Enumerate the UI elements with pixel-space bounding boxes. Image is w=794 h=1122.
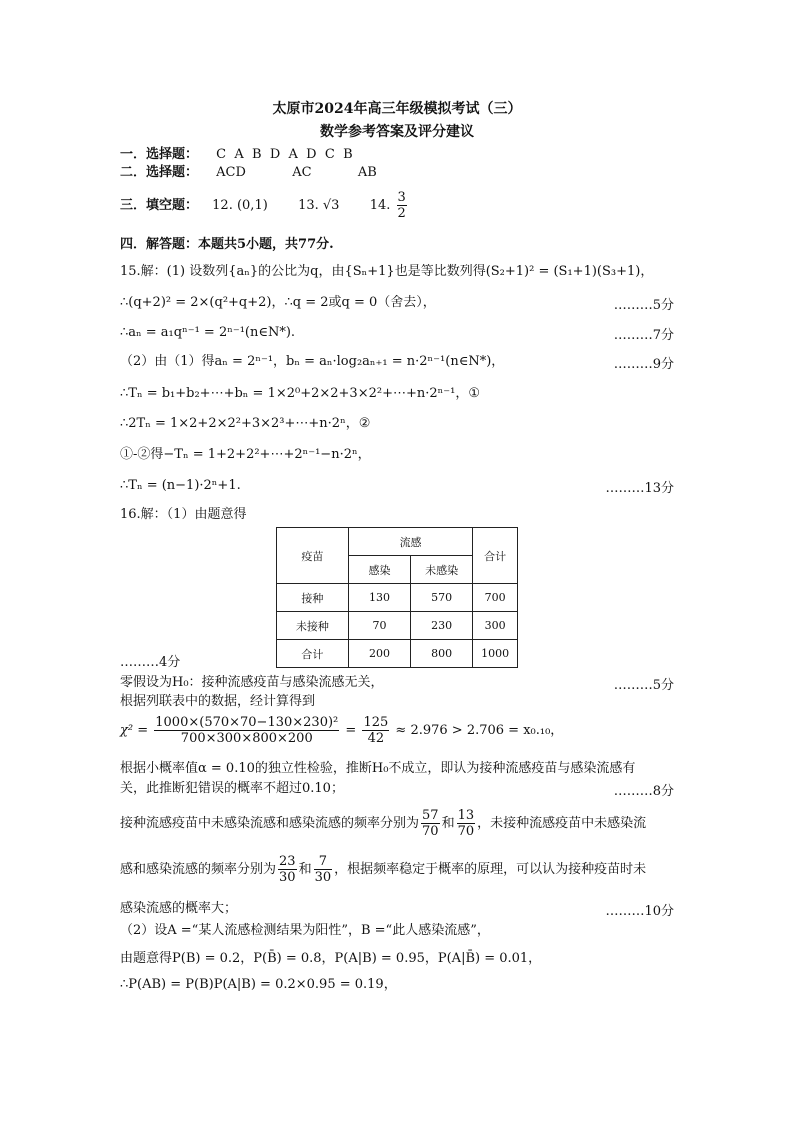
p15-line-5: ∴Tₙ = b₁+b₂+⋯+bₙ = 1×2⁰+2×2+3×2²+⋯+n·2ⁿ⁻¹，①	[120, 386, 480, 401]
freq-fraction-2	[457, 808, 476, 839]
chi-fraction	[154, 715, 339, 746]
p15-line-6: ∴2Tₙ = 1×2+2×2²+3×2³+⋯+n·2ⁿ，②	[120, 416, 371, 431]
table-row	[277, 584, 518, 612]
contingency-table	[276, 527, 518, 668]
p15-line-1: 15.解：(1) 设数列{aₙ}的公比为q，由{Sₙ+1}也是等比数列得(S₂+1)² = (S₁+1)(S₃+1)，	[120, 264, 654, 279]
table-cell: 1000	[473, 640, 518, 668]
page-subtitle: 数学参考答案及评分建议	[320, 124, 474, 140]
freq-fraction-2-den: 70	[457, 824, 475, 839]
table-cell: 570	[411, 584, 473, 612]
fill-q14-denominator: 2	[397, 206, 406, 221]
fill-q12: 12. (0,1)	[212, 198, 268, 213]
table-cell: 130	[348, 584, 410, 612]
p16-line-3: 根据列联表中的数据，经计算得到	[120, 694, 316, 709]
table-cell: 700	[473, 584, 518, 612]
p16-line-10: 由题意得P(B) = 0.2，P(B̄) = 0.8，P(A|B) = 0.95，P(A|B̄) = 0.01，	[120, 951, 542, 966]
chi-numerator: 1000×(570×70−130×230)²	[155, 715, 339, 730]
p16-line-4: 根据小概率值α = 0.10的独立性检验，推断H₀不成立，即认为接种流感疫苗与感染流感有	[120, 761, 636, 776]
fill-q13: 13. √3	[298, 198, 340, 213]
p15-line-2: ∴(q+2)² = 2×(q²+q+2)，∴q = 2或q = 0（舍去），	[120, 295, 436, 310]
fill-q14-fraction	[397, 190, 407, 221]
freq-fraction-3-den: 30	[279, 870, 296, 885]
freq-fraction-2-num: 13	[457, 808, 475, 823]
p16-score-10: ………10分	[605, 904, 674, 919]
freq-fraction-4	[314, 854, 333, 885]
freq-fraction-3	[278, 854, 297, 885]
p16-line-6-tail: ，未接种流感疫苗中未感染流	[477, 816, 647, 831]
section-fill-label: 三．填空题：	[120, 198, 199, 213]
freq-fraction-1	[421, 808, 440, 839]
table-cell: 70	[348, 612, 410, 640]
table-header-total: 合计	[473, 528, 518, 584]
section-choice-2-answer-1: ACD	[216, 165, 246, 180]
p16-line-2: 零假设为H₀：接种流感疫苗与感染流感无关，	[120, 675, 384, 690]
p16-line-7-text: 感和感染流感的频率分别为	[120, 862, 277, 877]
section-choice-1-label: 一．选择题：	[120, 147, 199, 162]
p15-line-8: ∴Tₙ = (n−1)·2ⁿ+1.	[120, 478, 241, 493]
table-row	[277, 612, 518, 640]
page-title: 太原市2024年高三年级模拟考试（三）	[272, 101, 522, 117]
p16-line-7-tail: ，根据频率稳定于概率的原理，可以认为接种疫苗时未	[334, 862, 647, 877]
chi-numerator-2: 125	[363, 715, 389, 730]
p16-line-5: 关，此推断犯错误的概率不超过0.10；	[120, 781, 344, 796]
table-cell: 未接种	[277, 612, 349, 640]
section-choice-2	[120, 164, 377, 182]
p16-line-8: 感染流感的概率大；	[120, 901, 238, 916]
p15-score-7: ………7分	[613, 328, 674, 343]
p16-score-5: ………5分	[613, 678, 674, 693]
p16-line-9: （2）设A =“某人流感检测结果为阳性”，B =“此人感染流感”，	[120, 923, 490, 938]
chi-lhs: χ² =	[120, 723, 149, 738]
chi-rhs: ≈ 2.976 > 2.706 = x₀.₁₀，	[395, 723, 564, 738]
table-row	[277, 640, 518, 668]
table-cell: 合计	[277, 640, 349, 668]
p16-line-7	[120, 852, 646, 888]
table-cell: 800	[411, 640, 473, 668]
section-choice-1	[120, 146, 353, 164]
table-header-vaccine: 疫苗	[277, 528, 349, 584]
freq-fraction-4-num: 7	[314, 854, 333, 870]
section-choice-2-answer-2: AC	[292, 165, 312, 180]
table-cell: 200	[348, 640, 410, 668]
p15-score-9: ………9分	[613, 357, 674, 372]
p15-score-5: ………5分	[613, 298, 674, 313]
p15-line-7: ①-②得−Tₙ = 1+2+2²+⋯+2ⁿ⁻¹−n·2ⁿ，	[120, 447, 371, 462]
freq-fraction-4-den: 30	[314, 870, 332, 885]
fill-q14-numerator: 3	[397, 190, 406, 205]
p16-and-2: 和	[298, 862, 312, 877]
p16-line-6	[120, 806, 646, 842]
p16-and-1: 和	[441, 816, 455, 831]
freq-fraction-1-num: 57	[422, 808, 439, 823]
section-choice-2-label: 二．选择题：	[120, 165, 199, 180]
table-cell: 接种	[277, 584, 349, 612]
chi-denominator-2: 42	[367, 731, 385, 746]
p15-line-3: ∴aₙ = a₁qⁿ⁻¹ = 2ⁿ⁻¹(n∈N*).	[120, 325, 296, 340]
freq-fraction-3-num: 23	[279, 854, 296, 869]
chi-fraction-2	[362, 715, 389, 746]
table-header-flu: 流感	[348, 528, 472, 556]
p16-line-1: 16.解：（1）由题意得	[120, 507, 247, 522]
table-row	[277, 528, 518, 556]
section-fill	[120, 188, 409, 224]
section-solve-label: 四．解答题：本题共5小题，共77分.	[120, 237, 334, 252]
chi-equals: =	[345, 723, 357, 738]
section-choice-2-answer-3: AB	[357, 165, 377, 180]
table-cell: 230	[411, 612, 473, 640]
chi-square-formula	[120, 712, 563, 750]
table-cell: 300	[473, 612, 518, 640]
table-header-not-infected: 未感染	[411, 556, 473, 584]
p16-score-4: ………4分	[120, 655, 181, 670]
p16-line-11: ∴P(AB) = P(B)P(A|B) = 0.2×0.95 = 0.19，	[120, 977, 397, 992]
p16-score-8: ………8分	[613, 784, 674, 799]
freq-fraction-1-den: 70	[422, 824, 439, 839]
p15-line-4: （2）由（1）得aₙ = 2ⁿ⁻¹，bₙ = aₙ·log₂aₙ₊₁ = n·2ⁿ⁻¹(n∈N*)，	[120, 354, 505, 369]
p16-line-6-text: 接种流感疫苗中未感染流感和感染流感的频率分别为	[120, 816, 420, 831]
fill-q14: 14.	[369, 198, 391, 213]
section-choice-1-answers: C A B D A D C B	[216, 147, 353, 162]
table-header-infected: 感染	[348, 556, 410, 584]
chi-denominator: 700×300×800×200	[180, 731, 313, 746]
p15-score-13: ………13分	[605, 481, 674, 496]
